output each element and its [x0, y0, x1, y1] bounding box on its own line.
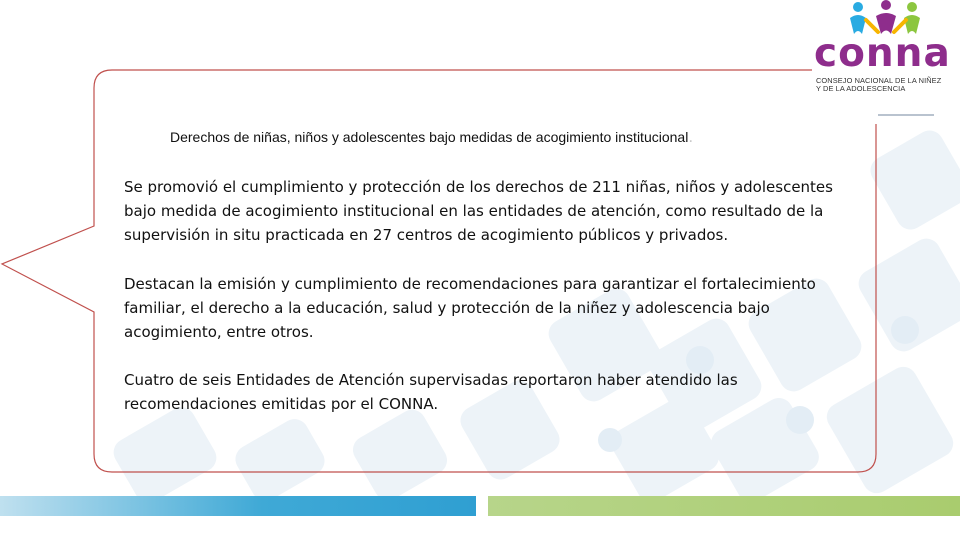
- slide-title: [170, 128, 820, 146]
- footer-strip-green: [488, 496, 960, 516]
- logo-subtitle-line2: Y DE LA ADOLESCENCIA: [816, 84, 906, 93]
- paragraph-entities: [124, 368, 894, 416]
- conna-logo: [812, 0, 960, 124]
- paragraph-line: supervisión in situ practicada en 27 centros de acogimiento públicos y privados.: [124, 226, 729, 244]
- logo-wordmark: conna: [814, 31, 951, 76]
- paragraph-supervision: [124, 175, 894, 247]
- logo-subtitle: [816, 77, 960, 93]
- logo-underline: [878, 114, 934, 116]
- slide-title-text: Derechos de niñas, niños y adolescentes bajo medidas de acogimiento institucional: [170, 129, 689, 145]
- paragraph-line: Cuatro de seis Entidades de Atención supervisadas reportaron haber atendido las: [124, 371, 738, 389]
- paragraph-line: bajo medida de acogimiento institucional en las entidades de atención, como resultado de la: [124, 202, 824, 220]
- paragraph-line: Se promovió el cumplimiento y protección de los derechos de 211 niñas, niños y adolescentes: [124, 178, 833, 196]
- paragraph-line: Destacan la emisión y cumplimiento de recomendaciones para garantizar el fortalecimiento: [124, 275, 816, 293]
- paragraph-line: familiar, el derecho a la educación, salud y protección de la niñez y adolescencia bajo: [124, 299, 770, 317]
- footer-margin: [0, 516, 960, 540]
- slide-title-dot: .: [688, 127, 694, 146]
- footer-strip-blue: [0, 496, 476, 516]
- logo-subtitle-line1: CONSEJO NACIONAL DE LA NIÑEZ: [816, 76, 942, 85]
- paragraph-recommendations: [124, 272, 894, 344]
- paragraph-line: recomendaciones emitidas por el CONNA.: [124, 395, 439, 413]
- footer-strip-gap: [476, 496, 488, 516]
- paragraph-line: acogimiento, entre otros.: [124, 323, 314, 341]
